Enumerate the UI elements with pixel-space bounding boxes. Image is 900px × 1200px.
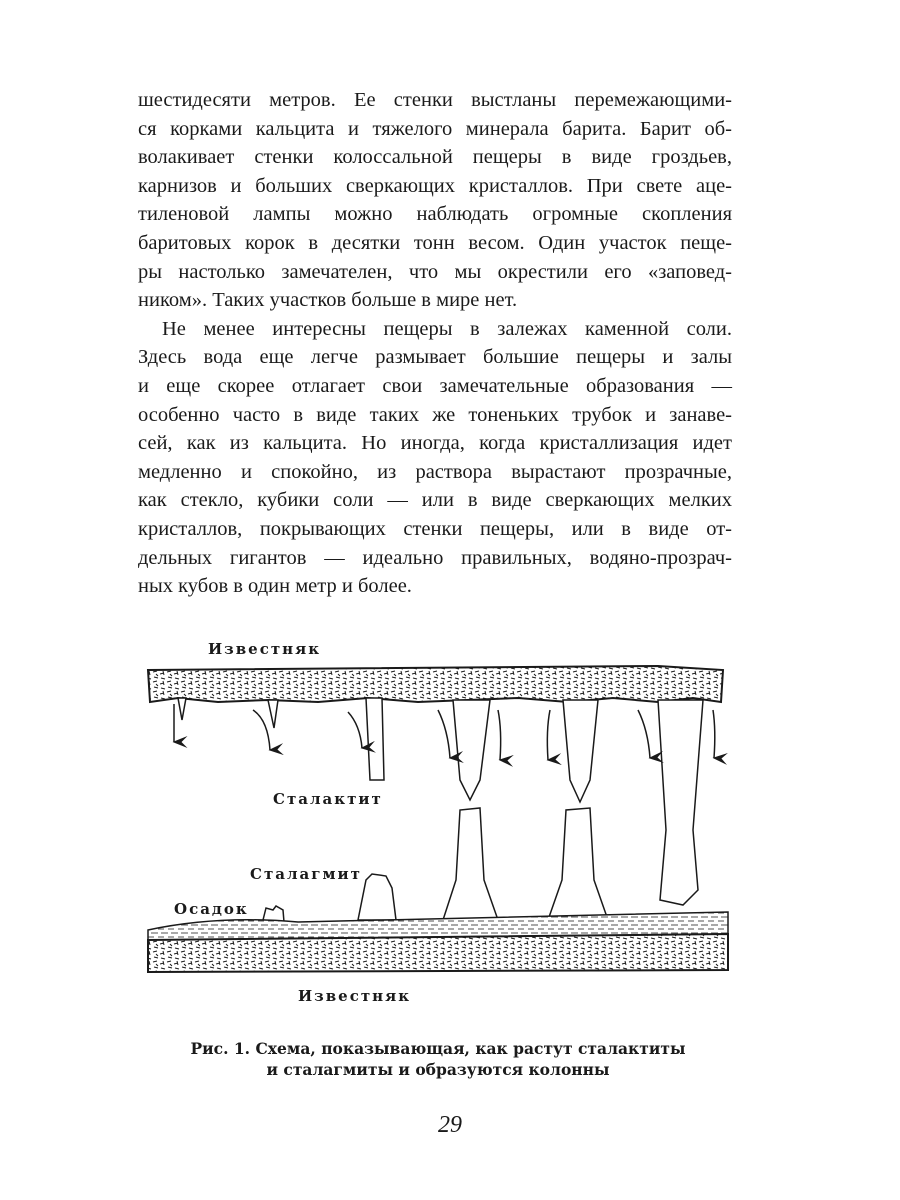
text-line: шестидесяти метров. Ее стенки выстланы перемежающими- — [138, 89, 732, 111]
text-line: медленно и спокойно, из раствора вырастают прозрачные, — [138, 460, 732, 483]
text-line: как стекло, кубики соли — или в виде сверкающих мелких — [138, 489, 732, 512]
text-line: волакивает стенки колоссальной пещеры в виде гроздьев, — [138, 146, 732, 169]
page-number: 29 — [438, 1112, 462, 1138]
body-text — [138, 86, 732, 601]
column-upper — [563, 700, 598, 802]
text-line: ры настолько замечателен, что мы окрестили его «заповед- — [138, 260, 732, 283]
text-line: баритовых корок в десятки тонн весом. Один участок пеще- — [138, 231, 732, 254]
text-line: ных кубов в один метр и более. — [138, 575, 412, 598]
label-limestone-top: Известняк — [208, 640, 322, 658]
text-line: тиленовой лампы можно наблюдать огромные скопления — [138, 203, 732, 226]
caption-line: Рис. 1. Схема, показывающая, как растут сталактиты — [190, 1039, 686, 1058]
label-stalactite: Сталактит — [273, 790, 383, 808]
drip-arrow — [498, 710, 501, 760]
drip-arrow — [547, 710, 550, 760]
text-line: Не менее интересны пещеры в залежах каменной соли. — [162, 317, 732, 340]
stalagmite-large — [443, 808, 498, 920]
ceiling-limestone — [148, 666, 723, 702]
paragraph-2 — [138, 315, 732, 601]
label-limestone-bottom: Известняк — [298, 987, 412, 1005]
label-stalagmite: Сталагмит — [250, 865, 362, 883]
text-line: Здесь вода еще легче размывает большие пещеры и залы — [138, 346, 732, 369]
drip-arrow — [638, 710, 650, 758]
text-line: дельных гигантов — идеально правильных, водяно-прозрач- — [138, 546, 732, 569]
column-lower — [548, 808, 608, 920]
stalactite — [268, 700, 278, 728]
drip-arrow — [438, 710, 450, 758]
stalagmite — [358, 874, 396, 920]
text-line: ся корками кальцита и тяжелого минерала барита. Барит об- — [138, 117, 732, 140]
drip-arrow — [713, 710, 715, 758]
label-sediment: Осадок — [174, 900, 249, 918]
column-full — [658, 700, 703, 905]
drip-arrow — [348, 712, 362, 748]
floor-limestone — [148, 934, 728, 972]
text-line: сей, как из кальцита. Но иногда, когда кристаллизация идет — [138, 432, 732, 455]
figure-caption — [138, 1038, 738, 1080]
text-line: карнизов и больших сверкающих кристаллов. При свете аце- — [138, 174, 732, 197]
text-line: и еще скорее отлагает свои замечательные образования — — [138, 374, 732, 397]
text-line: особенно часто в виде таких же тоненьких трубок и занаве- — [138, 403, 732, 426]
text-line: ником». Таких участков больше в мире нет. — [138, 289, 518, 312]
caption-line: и сталагмиты и образуются колонны — [266, 1060, 610, 1079]
stalactite-tube — [366, 698, 384, 780]
paragraph-1 — [138, 86, 732, 315]
cave-formation-diagram — [138, 630, 738, 1020]
stalactite-large — [453, 700, 490, 800]
stalactite — [178, 698, 186, 720]
drip-arrow — [253, 710, 270, 750]
text-line: кристаллов, покрывающих стенки пещеры, или в виде от- — [138, 517, 732, 540]
diagram-illustration — [138, 630, 738, 1020]
